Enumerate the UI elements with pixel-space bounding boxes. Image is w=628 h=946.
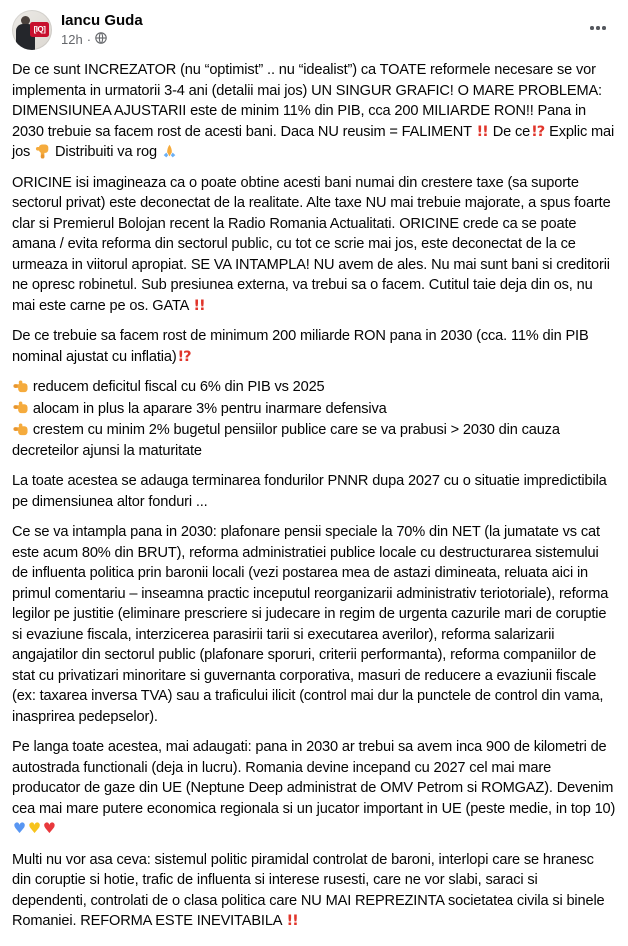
three-dots-icon bbox=[590, 26, 594, 30]
double-exclamation-icon: !! bbox=[476, 122, 488, 140]
yellow-heart-icon: ♥ bbox=[27, 820, 41, 837]
double-exclamation-icon: !! bbox=[193, 296, 205, 314]
backhand-point-right-icon bbox=[12, 399, 29, 420]
author-name[interactable]: Iancu Guda bbox=[61, 12, 143, 29]
post-paragraph: Pe langa toate acestea, mai adaugati: pana in 2030 ar trebui sa avem inca 900 de kilometri de autostrada functionali (deja in lucru). Romania devine incepand cu 2027 cel mai mare producator de gaze din UE (Neptune Deep administrat de OMV Petrom si ROMGAZ). Devenim cea mai mare putere economica regionala si un jucator important in UE (peste medie, in top 10) ♥ ♥ ♥ bbox=[12, 739, 616, 837]
meta-separator: · bbox=[86, 31, 92, 47]
interrobang-icon: !? bbox=[177, 347, 191, 365]
double-exclamation-icon: !! bbox=[286, 912, 298, 929]
red-heart-icon: ♥ bbox=[42, 820, 56, 837]
interrobang-icon: !? bbox=[531, 122, 545, 140]
backhand-point-right-icon bbox=[12, 377, 29, 398]
post-paragraph: Multi nu vor asa ceva: sistemul politic piramidal controlat de baroni, interlopi care se hranesc din coruptie si hotie, trafic de influenta si interese rusesti, care ne vor slabi, saraci si dependenti, controlati de o clasa politica care NU MAI REPREZINTA societatea civila si binele Romaniei. REFORMA ESTE INEVITABILA !! bbox=[12, 851, 605, 929]
post-paragraph: alocam in plus la aparare 3% pentru inarmare defensiva bbox=[12, 398, 616, 420]
backhand-point-down-icon bbox=[34, 142, 51, 163]
post-header bbox=[0, 8, 628, 56]
three-dots-icon bbox=[602, 26, 606, 30]
post-paragraph: Ce se va intampla pana in 2030: plafonare pensii speciale la 70% din NET (la jumatate vs cat este acum 80% din BRUT), reforma administratiei publice locale cu destructurarea sistemului de influenta politica prin baronii locali (vezi postarea mea de astazi dimineata, reluata aici in primul comentariu – inseamna practic inceputul reorganizarii administrativ teriotoriale), reforma legilor pe justitie (eliminare prescriere si judecare in regim de urgenta cazurile mari de coruptie si evaziune fiscala, interzicerea parasirii tarii si executarea averilor), reforma salarizarii angajatilor din sectorul public (plafonare sporuri, criterii performanta), reforma companiilor de stat cu privatizari minoritare si guvernanta corporativa, masuri de reducere a evaziunii fiscale (ex: taxarea inversa TVA) sau a traficului ilicit (control mai dur la punctele de control din vama, inasprirea pedepselor). bbox=[12, 524, 609, 725]
avatar[interactable] bbox=[12, 10, 52, 50]
three-dots-icon bbox=[596, 26, 600, 30]
post-paragraph: De ce trebuie sa facem rost de minimum 200 miliarde RON pana in 2030 (cca. 11% din PIB nominal ajustat cu inflatia)!? bbox=[12, 328, 589, 365]
post-paragraph: La toate acestea se adauga terminarea fondurilor PNNR dupa 2027 cu o situatie impredictibila pe dimensiunea altor fonduri ... bbox=[12, 473, 607, 510]
post-options-button[interactable] bbox=[582, 12, 614, 44]
post-paragraph: De ce sunt INCREZATOR (nu “optimist” .. nu “idealist”) ca TOATE reformele necesare se vor implementa in urmatorii 3-4 ani (detalii mai jos) UN SINGUR GRAFIC! O MARE PROBLEMA: DIMENSIUNEA AJUSTARII este de minim 11% din PIB, cca 200 MILIARDE RON!! Pana in 2030 trebuie sa facem rost de acesti bani. Daca NU reusim = FALIMENT !! De ce!? Explic mai jos Distribuiti va rog bbox=[12, 60, 616, 163]
post-paragraph: ORICINE isi imagineaza ca o poate obtine acesti bani numai din crestere taxe (sa suporte sectorul privat) este deconectat de la realitate. Alte taxe NU mai trebuie majorate, a spus foarte clar si Premierul Bolojan recent la Radio Romania Actualitati. ORICINE crede ca se poate amana / evita reforma din sectorul public, cu tot ce scrie mai jos, este deconectat de la ce urmeaza in viitorul apropiat. SE VA INTAMPLA! NU avem de ales. Nu mai sunt bani si creditorii ne opresc robinetul. Sub presiunea externa, va trebui sa o facem. Cutitul taie deja din os, nu mai este carne pe os. GATA !! bbox=[12, 174, 611, 314]
post-paragraph: reducem deficitul fiscal cu 6% din PIB vs 2025 bbox=[12, 367, 616, 398]
post-paragraph: crestem cu minim 2% bugetul pensiilor publice care se va prabusi > 2030 din cauza decreteilor ajunsi la maturitate bbox=[12, 422, 560, 459]
backhand-point-right-icon bbox=[12, 420, 29, 441]
blue-heart-icon: ♥ bbox=[13, 820, 26, 837]
header-text bbox=[61, 10, 582, 48]
avatar-iq-logo: [IQ] bbox=[30, 22, 49, 37]
post-meta[interactable] bbox=[61, 30, 582, 48]
timestamp[interactable]: 12h bbox=[61, 31, 83, 47]
folded-hands-icon bbox=[161, 142, 178, 163]
globe-icon bbox=[95, 31, 107, 48]
post-text bbox=[0, 56, 628, 932]
